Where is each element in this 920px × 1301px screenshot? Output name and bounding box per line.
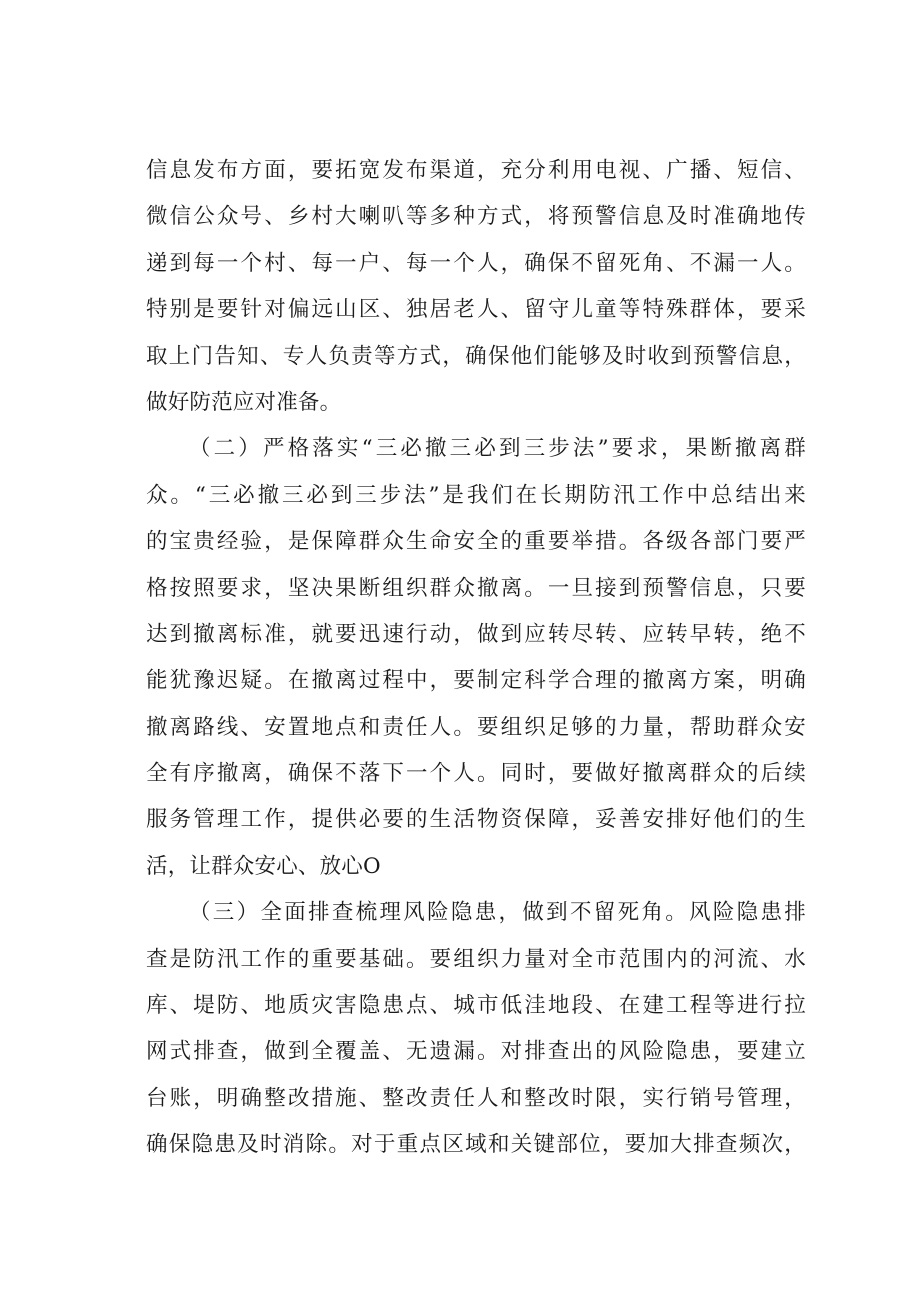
paragraph-info-release — [146, 148, 806, 426]
text-line: （二）严格落实“三必撤三必到三步法”要求，果断撤离群 — [189, 436, 806, 462]
text-line: 能犹豫迟疑。在撤离过程中，要制定科学合理的撤离方案，明确 — [146, 668, 806, 694]
text-line: 撤离路线、安置地点和责任人。要组织足够的力量，帮助群众安 — [146, 714, 806, 740]
text-line: 微信公众号、乡村大喇叭等多种方式，将预警信息及时准确地传 — [146, 204, 806, 230]
text-line: 库、堤防、地质灾害隐患点、城市低洼地段、在建工程等进行拉 — [146, 993, 806, 1019]
text-line: 服务管理工作，提供必要的生活物资保障，妥善安排好他们的生 — [146, 807, 806, 833]
paragraph-evacuation — [146, 426, 806, 890]
text-line: 达到撤离标准，就要迅速行动，做到应转尽转、应转早转，绝不 — [146, 621, 806, 647]
text-line: 查是防汛工作的重要基础。要组织力量对全市范围内的河流、水 — [146, 946, 806, 972]
text-line: 递到每一个村、每一户、每一个人，确保不留死角、不漏一人。 — [146, 250, 806, 276]
text-line: 特别是要针对偏远山区、独居老人、留守儿童等特殊群体，要采 — [146, 297, 806, 323]
text-line: 格按照要求，坚决果断组织群众撤离。一旦接到预警信息，只要 — [146, 575, 806, 601]
text-line: 全有序撤离，确保不落下一个人。同时，要做好撤离群众的后续 — [146, 761, 806, 787]
text-line: 取上门告知、专人负责等方式，确保他们能够及时收到预警信息， — [146, 343, 806, 369]
text-line: 网式排查，做到全覆盖、无遗漏。对排查出的风险隐患，要建立 — [146, 1039, 806, 1065]
text-line: 做好防范应对准备。 — [146, 389, 342, 415]
document-body — [146, 148, 806, 1169]
paragraph-risk-inspection — [146, 890, 806, 1168]
text-line: 信息发布方面，要拓宽发布渠道，充分利用电视、广播、短信、 — [146, 158, 806, 183]
text-line: 的宝贵经验，是保障群众生命安全的重要举措。各级各部门要严 — [146, 529, 806, 555]
text-line: 众。“三必撤三必到三步法”是我们在长期防汛工作中总结出来 — [146, 482, 806, 508]
text-line: 确保隐患及时消除。对于重点区域和关键部位，要加大排查频次， — [146, 1132, 806, 1158]
text-line: 活，让群众安心、放心O — [146, 853, 381, 879]
text-line: 台账，明确整改措施、整改责任人和整改时限，实行销号管理， — [146, 1085, 806, 1111]
text-line: （三）全面排查梳理风险隐患，做到不留死角。风险隐患排 — [189, 900, 806, 926]
